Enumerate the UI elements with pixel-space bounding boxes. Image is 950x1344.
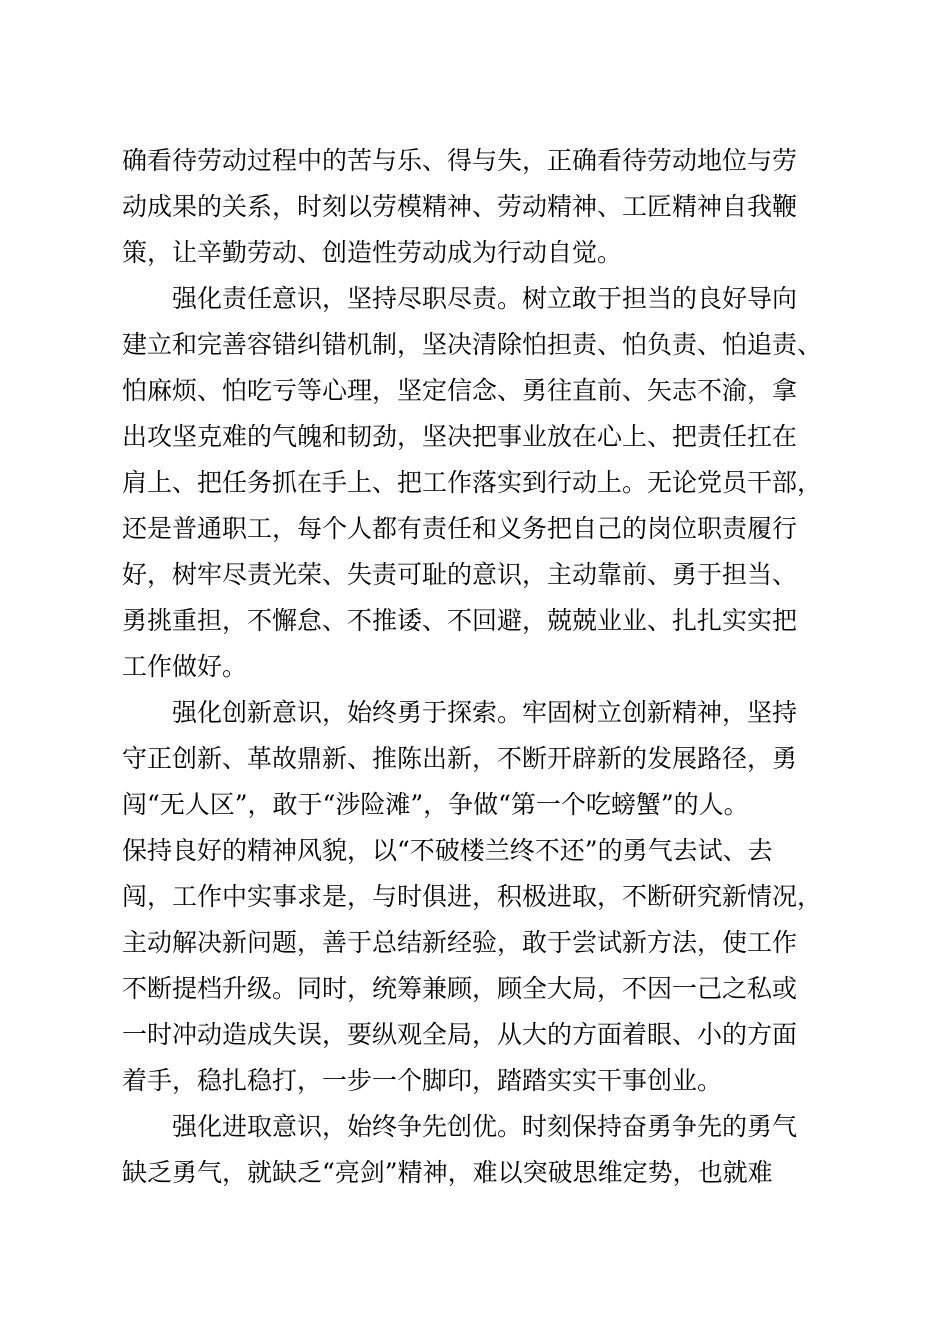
text-line: 守正创新、革故鼎新、推陈出新，不断开辟新的发展路径，勇 xyxy=(122,744,798,773)
text-line: 主动解决新问题，善于总结新经验，敢于尝试新方法，使工作 xyxy=(122,928,798,957)
text-line: 确看待劳动过程中的苦与乐、得与失，正确看待劳动地位与劳 xyxy=(122,146,798,175)
text-line: 怕麻烦、怕吃亏等心理，坚定信念、勇往直前、矢志不渝，拿 xyxy=(122,376,798,405)
text-line: 闯“无人区”，敢于“涉险滩”，争做“第一个吃螃蟹”的人。 xyxy=(122,790,749,819)
text-line: 不断提档升级。同时，统筹兼顾，顾全大局，不因一己之私或 xyxy=(122,974,798,1003)
text-line: 工作做好。 xyxy=(122,652,248,681)
text-line: 还是普通职工，每个人都有责任和义务把自己的岗位职责履行 xyxy=(122,514,798,543)
text-line: 着手，稳扎稳打，一步一个脚印，踏踏实实干事创业。 xyxy=(122,1066,723,1095)
text-line: 勇挑重担，不懈怠、不推诿、不回避，兢兢业业、扎扎实实把 xyxy=(122,606,798,635)
text-line: 闯，工作中实事求是，与时俱进，积极进取，不断研究新情况， xyxy=(122,882,823,911)
text-line: 动成果的关系，时刻以劳模精神、劳动精神、工匠精神自我鞭 xyxy=(122,192,798,221)
text-line: 肩上、把任务抓在手上、把工作落实到行动上。无论党员干部， xyxy=(122,468,823,497)
text-line: 缺乏勇气，就缺乏“亮剑”精神，难以突破思维定势，也就难 xyxy=(122,1158,773,1187)
text-line: 出攻坚克难的气魄和韧劲，坚决把事业放在心上、把责任扛在 xyxy=(122,422,798,451)
paragraph-heading-line: 强化创新意识，始终勇于探索。牢固树立创新精神，坚持 xyxy=(172,698,798,727)
text-line: 建立和完善容错纠错机制，坚决清除怕担责、怕负责、怕追责、 xyxy=(122,330,823,359)
text-line: 保持良好的精神风貌，以“不破楼兰终不还”的勇气去试、去 xyxy=(122,836,773,865)
paragraph-heading-line: 强化责任意识，坚持尽职尽责。树立敢于担当的良好导向 xyxy=(172,284,798,313)
text-line: 好，树牢尽责光荣、失责可耻的意识，主动靠前、勇于担当、 xyxy=(122,560,798,589)
text-line: 一时冲动造成失误，要纵观全局，从大的方面着眼、小的方面 xyxy=(122,1020,798,1049)
paragraph-heading-line: 强化进取意识，始终争先创优。时刻保持奋勇争先的勇气 xyxy=(172,1112,798,1141)
text-line: 策，让辛勤劳动、创造性劳动成为行动自觉。 xyxy=(122,238,623,267)
